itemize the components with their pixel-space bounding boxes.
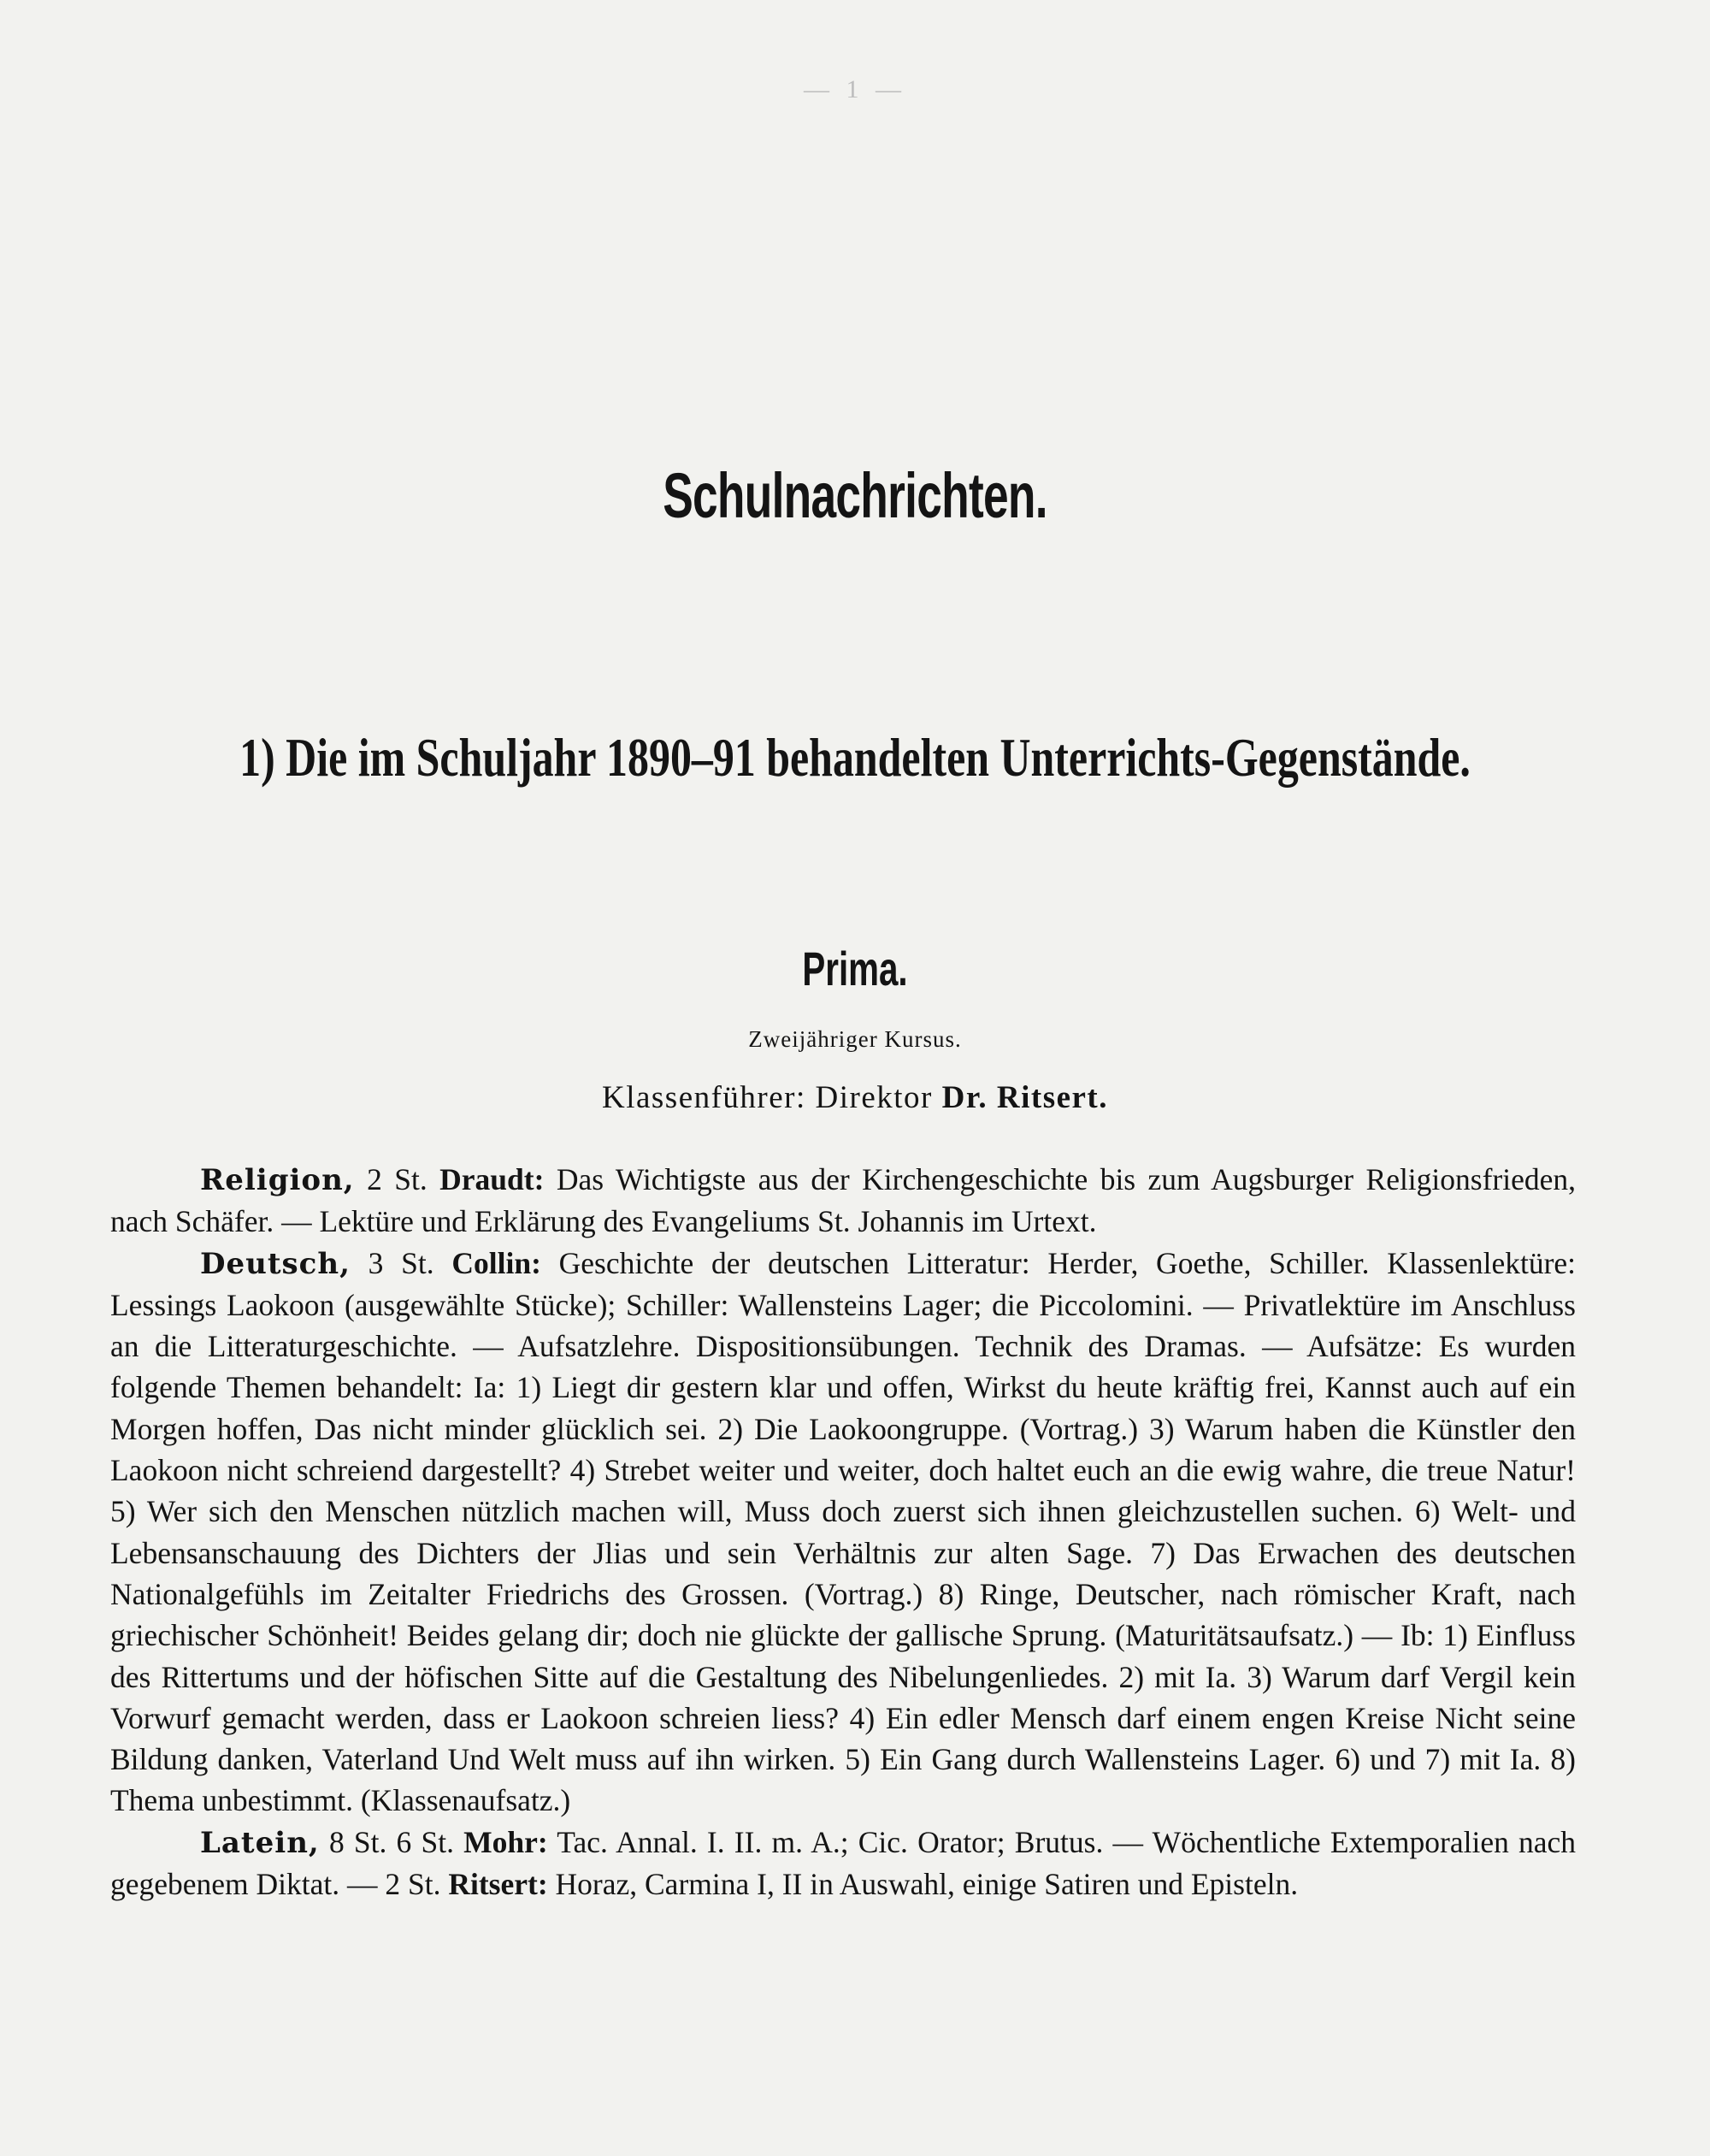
subject-name: Latein, bbox=[200, 1825, 320, 1860]
subject-teacher-hours: 6 St. bbox=[396, 1824, 454, 1859]
page-number: — 1 — bbox=[804, 75, 906, 103]
subject-paragraph-religion bbox=[110, 1159, 1576, 1243]
class-leader-label: Klassenführer: Direktor bbox=[601, 1080, 933, 1115]
subject-text: Tac. Annal. I. II. m. A.; Cic. Orator; Brutus. — Wöchentliche Extemporalien nach gegebenem Diktat. — 2 St. bbox=[110, 1824, 1577, 1902]
subject-teacher: Collin: bbox=[451, 1245, 541, 1280]
class-leader-line bbox=[0, 1079, 1710, 1116]
subject-paragraph-latein bbox=[110, 1822, 1576, 1905]
subject-name: Religion, bbox=[200, 1163, 355, 1197]
class-leader-name: Dr. Ritsert. bbox=[941, 1080, 1109, 1115]
subject-teacher: Mohr: bbox=[463, 1824, 548, 1859]
subject-name: Deutsch, bbox=[200, 1246, 351, 1281]
subject-text-secondary: Horaz, Carmina I, II in Auswahl, einige Satiren und Episteln. bbox=[555, 1867, 1299, 1902]
course-description: Zweijähriger Kursus. bbox=[748, 1026, 962, 1052]
subject-text: Das Wichtigste aus der Kirchengeschichte bis zum Augsburger Religionsfrieden, nach Schäfer. — Lektüre und Erklärung des Evangeliums St. Johannis im Urtext. bbox=[110, 1162, 1576, 1239]
subject-teacher: Draudt: bbox=[439, 1162, 545, 1196]
subject-hours: 3 St. bbox=[368, 1245, 434, 1280]
subject-paragraph-deutsch bbox=[110, 1243, 1576, 1822]
subjects-list bbox=[110, 1159, 1576, 1905]
subject-hours: 8 St. bbox=[328, 1824, 387, 1859]
section-heading: 1) Die im Schuljahr 1890–91 behandelten Unterrichts-Gegenstände. bbox=[239, 727, 1471, 788]
subject-hours: 2 St. bbox=[367, 1162, 428, 1196]
subject-text: Geschichte der deutschen Litteratur: Herder, Goethe, Schiller. Klassenlektüre: Lessings Laokoon (ausgewählte Stücke); Schiller: Wallensteins Lager; die Piccolomini. — Privatlektüre im Anschluss an die Litteraturgeschichte. — Aufsatzlehre. Dispositionsübungen. Technik des Dramas. — Aufsätze: Es wurden folgende Themen behandelt: Ia: 1) Liegt dir gestern klar und offen, Wirkst du heute kräftig frei, Kannst auch auf ein Morgen hoffen, Das nicht minder glücklich sei. 2) Die Laokoongruppe. (Vortrag.) 3) Warum haben die Künstler den Laokoon nicht schreiend dargestellt? 4) Strebet weiter und weiter, doch haltet euch an die ewig wahre, die treue Natur! 5) Wer sich den Menschen nützlich machen will, Muss doch zuerst sich ihnen gleichzustellen suchen. 6) Welt- und Lebensanschauung des Dichters der Jlias und sein Verhältnis zur alten Sage. 7) Das Erwachen des deutschen Nationalgefühls im Zeitalter Friedrichs des Grossen. (Vortrag.) 8) Ringe, Deutscher, nach römischer Kraft, nach griechischer Schönheit! Beides gelang dir; doch nie glückte der gallische Sprung. (Maturitätsaufsatz.) — Ib: 1) Einfluss des Rittertums und der höfischen Sitte auf die Gestaltung des Nibelungenliedes. 2) mit Ia. 3) Warum darf Vergil kein Vorwurf gemacht werden, dass er Laokoon schreien liess? 4) Ein edler Mensch darf einem engen Kreise Nicht seine Bildung danken, Vaterland Und Welt muss auf ihn wirken. 5) Ein Gang durch Wallensteins Lager. 6) und 7) mit Ia. 8) Thema unbestimmt. (Klassenaufsatz.) bbox=[110, 1245, 1577, 1818]
subject-teacher-secondary: Ritsert: bbox=[448, 1867, 548, 1902]
page-title: Schulnachrichten. bbox=[663, 460, 1047, 531]
class-title: Prima. bbox=[802, 942, 908, 995]
